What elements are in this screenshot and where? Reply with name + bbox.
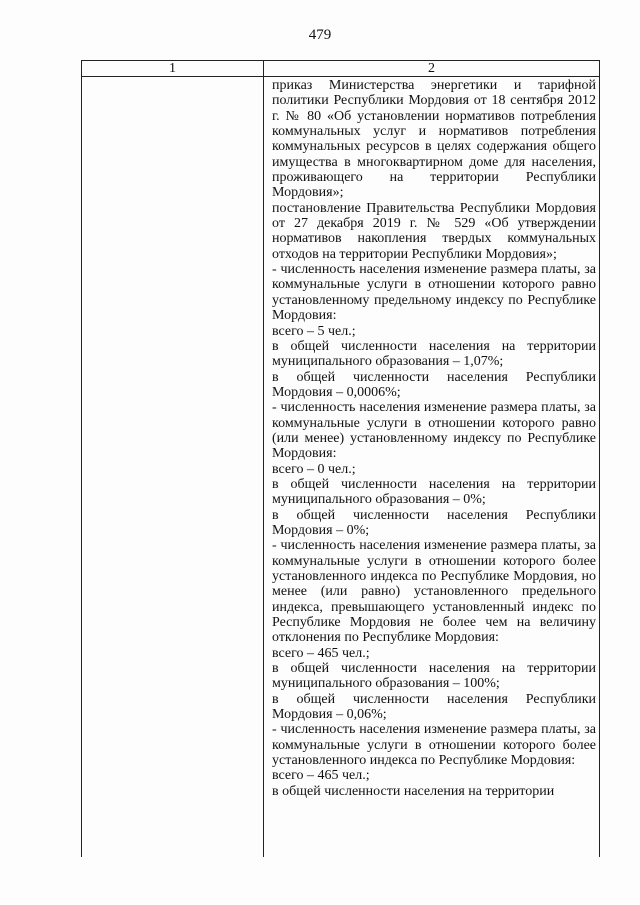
paragraph-municipal-share: в общей численности населения на территории муниципального образования – 0%;	[272, 476, 596, 508]
page-number: 479	[308, 27, 332, 43]
column-header-1: 1	[82, 61, 264, 77]
paragraph-republic-share: в общей численности населения Республики Мордовия – 0,06%;	[272, 691, 596, 723]
column-1-cell	[82, 77, 264, 858]
paragraph-municipal-share: в общей численности населения на территории муниципального образования – 100%;	[272, 661, 596, 692]
cell-content	[264, 77, 599, 799]
paragraph-population-equal-or-less: - численность населения изменение размера платы, за коммунальные услуги в отношении которого равно (или менее) установленному индексу по Республике Мордовия:	[272, 400, 596, 462]
paragraph-municipal-share-partial: в общей численности населения на территории	[272, 783, 555, 799]
document-table	[81, 60, 600, 857]
paragraph-municipal-share: в общей численности населения на территории муниципального образования – 1,07%;	[272, 338, 596, 370]
paragraph-total: всего – 0 чел.;	[272, 461, 356, 477]
paragraph-total: всего – 465 чел.;	[272, 768, 370, 784]
paragraph-order-energy-ministry: приказ Министерства энергетики и тарифной политики Республики Мордовия от 18 сентября 2012 г. № 80 «Об установлении нормативов потребления коммунальных услуг и нормативов потребления коммунальных ресурсов в целях содержания общего имущества в многоквартирном доме для населения, проживающего на территории Республики Мордовия»;	[272, 78, 596, 201]
table-row	[82, 77, 600, 858]
paragraph-republic-share: в общей численности населения Республики Мордовия – 0%;	[272, 507, 596, 538]
paragraph-total: всего – 5 чел.;	[272, 323, 356, 339]
paragraph-republic-share: в общей численности населения Республики Мордовия – 0,0006%;	[272, 369, 596, 400]
paragraph-population-equal-limit: - численность населения изменение размера платы, за коммунальные услуги в отношении которого равно установленному предельному индексу по Республике Мордовия:	[272, 262, 596, 324]
paragraph-government-resolution: постановление Правительства Республики Мордовия от 27 декабря 2019 г. № 529 «Об утверждении нормативов накопления твердых коммунальных отходов на территории Республики Мордовия»;	[272, 200, 596, 262]
paragraph-population-above-index: - численность населения изменение размера платы, за коммунальные услуги в отношении которого более установленного индекса по Республике Мордовия, но менее (или равно) установленного предельного индекса, превышающего установленный индекс по Республике Мордовия не более чем на величину отклонения по Республике Мордовия:	[272, 538, 596, 646]
column-header-2: 2	[264, 61, 600, 77]
paragraph-total: всего – 465 чел.;	[272, 645, 370, 661]
paragraph-population-more-than-index: - численность населения изменение размера платы, за коммунальные услуги в отношении которого более установленного индекса по Республике Мордовия:	[272, 722, 596, 769]
table-header-row	[82, 61, 600, 77]
column-2-cell	[264, 77, 600, 858]
